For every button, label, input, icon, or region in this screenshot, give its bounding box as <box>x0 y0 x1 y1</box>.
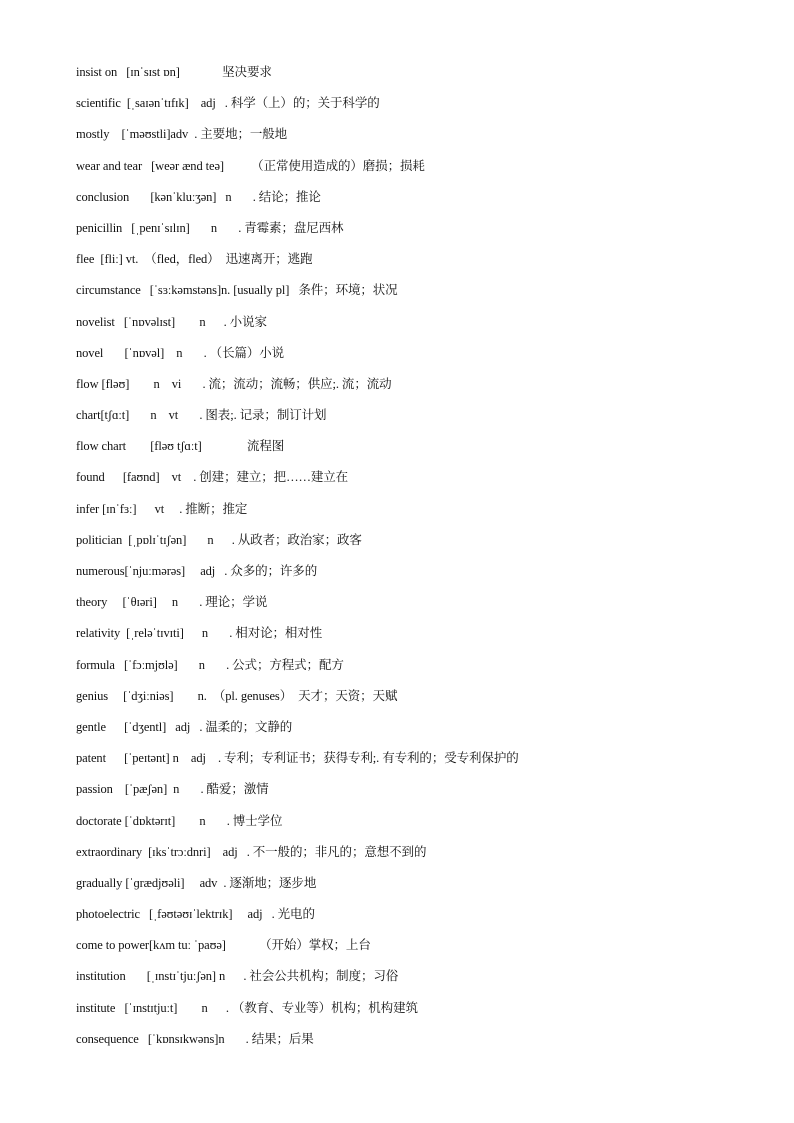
vocab-entry-text: novelist [ˈnɒvəlɪst] n . 小说家 <box>76 314 267 329</box>
vocab-entry-text: institute [ˈɪnstɪtjuːt] n . （教育、专业等）机构；机构建筑 <box>76 1000 418 1015</box>
vocab-entry <box>76 999 756 1030</box>
vocab-entry-text: relativity [ˌreləˈtɪvɪti] n . 相对论；相对性 <box>76 626 323 641</box>
vocab-entry <box>76 624 756 655</box>
vocab-entry <box>76 313 756 344</box>
vocab-entry-text: theory [ˈθɪəri] n . 理论；学说 <box>76 595 268 610</box>
vocab-entry-text: penicillin [ˌpenɪˈsɪlɪn] n . 青霉素；盘尼西林 <box>76 220 344 235</box>
vocab-entry-text: scientific [ˌsaɪənˈtɪfɪk] adj . 科学（上）的；关于科学的 <box>76 96 380 111</box>
vocab-entry-text: insist on [ɪnˈsɪst ɒn] 坚决要求 <box>76 65 272 79</box>
vocab-entry <box>76 344 756 375</box>
vocab-entry <box>76 94 756 125</box>
vocab-entry-text: formula [ˈfɔːmjʊlə] n . 公式；方程式；配方 <box>76 657 344 672</box>
vocab-entry <box>76 843 756 874</box>
vocab-entry <box>76 500 756 531</box>
vocab-entry <box>76 157 756 188</box>
vocab-entry <box>76 593 756 624</box>
vocab-entry-text: consequence [ˈkɒnsɪkwəns]n . 结果；后果 <box>76 1031 314 1046</box>
vocab-entry-text: infer [ɪnˈfɜː] vt . 推断；推定 <box>76 501 248 516</box>
vocab-entry <box>76 562 756 593</box>
vocabulary-list <box>76 63 756 1061</box>
vocab-entry-text: circumstance [ˈsɜːkəmstəns]n. [usually pl] 条件；环境；状况 <box>76 283 398 298</box>
vocab-entry-text: novel [ˈnɒvəl] n . （长篇）小说 <box>76 345 285 360</box>
vocab-entry-text: patent [ˈpeɪtənt] n adj . 专利；专利证书；获得专利;. 有专利的；受专利保护的 <box>76 751 519 766</box>
vocab-entry <box>76 905 756 936</box>
vocab-entry-text: flow chart [fləʊ tʃɑːt] 流程图 <box>76 439 285 454</box>
vocab-entry-text: wear and tear [weər ænd teə] （正常使用造成的）磨损；损耗 <box>76 158 425 173</box>
vocab-entry <box>76 406 756 437</box>
vocab-entry-text: passion [ˈpæʃən] n . 酷爱；激情 <box>76 782 269 797</box>
vocab-entry <box>76 812 756 843</box>
vocab-entry <box>76 1030 756 1061</box>
vocab-entry-text: doctorate [ˈdɒktərɪt] n . 博士学位 <box>76 813 283 828</box>
vocab-entry-text: extraordinary [ɪksˈtrɔːdnri] adj . 不一般的；非凡的；意想不到的 <box>76 844 427 859</box>
vocab-entry <box>76 375 756 406</box>
vocab-entry <box>76 219 756 250</box>
vocab-entry <box>76 687 756 718</box>
vocab-entry-text: genius [ˈdʒiːniəs] n. （pl. genuses） 天才；天资；天赋 <box>76 688 398 703</box>
vocab-entry-text: photoelectric [ˌfəʊtəʊɪˈlektrɪk] adj . 光电的 <box>76 907 315 922</box>
vocab-entry <box>76 531 756 562</box>
vocab-entry <box>76 63 756 94</box>
vocab-entry <box>76 874 756 905</box>
vocab-entry <box>76 468 756 499</box>
vocab-entry <box>76 780 756 811</box>
vocab-entry <box>76 749 756 780</box>
vocab-entry <box>76 936 756 967</box>
vocab-entry <box>76 125 756 156</box>
vocab-entry-text: numerous[ˈnjuːmərəs] adj . 众多的；许多的 <box>76 564 318 578</box>
vocab-entry <box>76 967 756 998</box>
vocab-entry-text: mostly [ˈməʊstli]adv . 主要地；一般地 <box>76 127 288 142</box>
vocab-entry-text: found [faʊnd] vt . 创建；建立；把……建立在 <box>76 470 349 485</box>
vocab-entry-text: politician [ˌpɒlɪˈtɪʃən] n . 从政者；政治家；政客 <box>76 532 362 547</box>
vocab-entry <box>76 281 756 312</box>
vocab-entry <box>76 718 756 749</box>
vocab-entry <box>76 437 756 468</box>
vocab-entry-text: gentle [ˈdʒentl] adj . 温柔的；文静的 <box>76 719 293 734</box>
vocab-entry <box>76 656 756 687</box>
vocab-entry-text: come to power[kʌm tuː ˈpaʊə] （开始）掌权；上台 <box>76 938 371 953</box>
vocab-entry-text: institution [ˌɪnstɪˈtjuːʃən] n . 社会公共机构；制度；习俗 <box>76 969 399 984</box>
vocab-entry-text: flee [fliː] vt. （fled，fled） 迅速离开；逃跑 <box>76 252 313 267</box>
vocab-entry-text: gradually [ˈɡrædjʊəli] adv . 逐渐地；逐步地 <box>76 875 317 890</box>
vocab-entry-text: conclusion [kənˈkluːʒən] n . 结论；推论 <box>76 189 321 204</box>
vocab-entry <box>76 250 756 281</box>
vocab-entry <box>76 188 756 219</box>
vocab-entry-text: chart[tʃɑːt] n vt . 图表;. 记录；制订计划 <box>76 408 327 423</box>
vocab-entry-text: flow [fləʊ] n vi . 流；流动；流畅；供应;. 流；流动 <box>76 376 392 391</box>
